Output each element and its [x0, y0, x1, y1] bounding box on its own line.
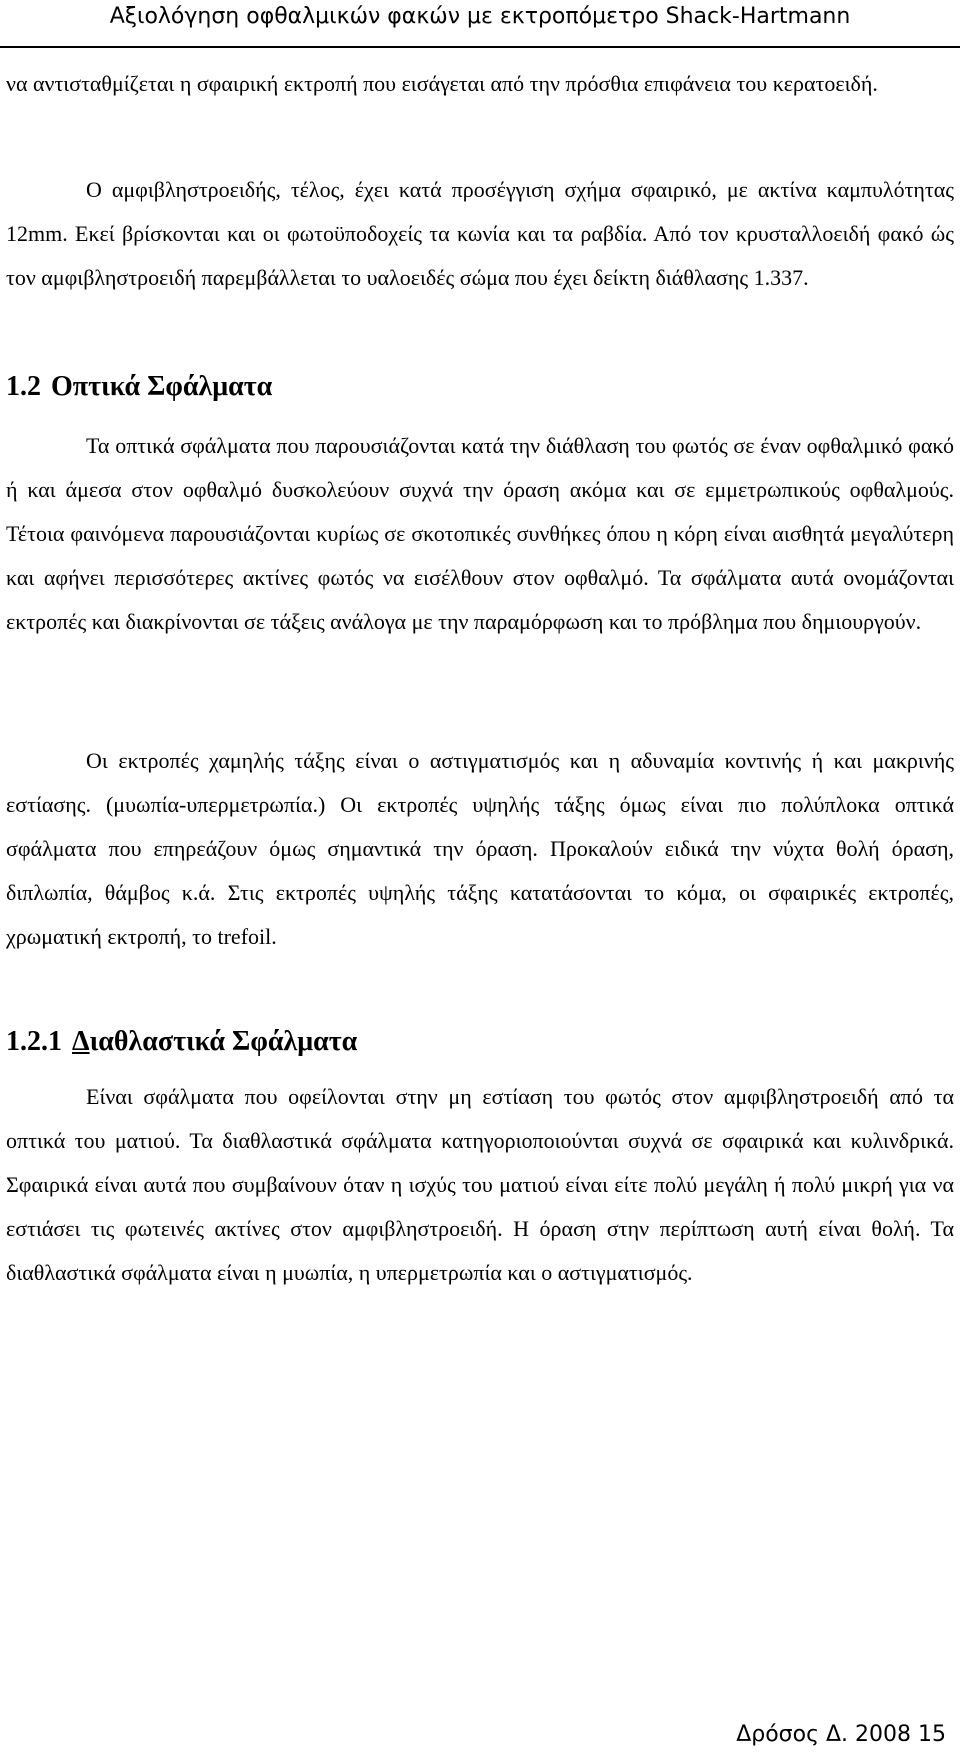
- paragraph-retina: Ο αμφιβληστροειδής, τέλος, έχει κατά προσέγγιση σχήμα σφαιρικό, με ακτίνα καμπυλότητας 12mm. Εκεί βρίσκονται και οι φωτοϋποδοχείς τα κωνία και τα ραβδία. Από τον κρυσταλλοειδή φακό ώς τον αμφιβληστροειδή παρεμβάλλεται το υαλοειδές σώμα που έχει δείκτη διάθλασης 1.337.: [6, 177, 954, 290]
- paragraph-cornea-continuation: να αντισταθμίζεται η σφαιρική εκτροπή που εισάγεται από την πρόσθια επιφάνεια του κερατοειδή.: [6, 71, 878, 96]
- header-rule: [0, 46, 960, 48]
- section-number: 1.2: [6, 371, 41, 402]
- paragraph-aberration-orders: Οι εκτροπές χαμηλής τάξης είναι ο αστιγματισμός και η αδυναμία κοντινής ή και μακρινής εστίασης. (μυωπία-υπερμετρωπία.) Οι εκτροπές υψηλής τάξης όμως είναι πιο πολύπλοκα οπτικά σφάλματα που επηρεάζουν όμως σημαντικά την όραση. Προκαλούν ειδικά την νύχτα θολή όραση, διπλωπία, θάμβος κ.ά. Στις εκτροπές υψηλής τάξης κατατάσονται το κόμα, οι σφαιρικές εκτροπές, χρωματική εκτροπή, το trefoil.: [6, 748, 954, 949]
- paragraph-refractive-errors: Είναι σφάλματα που οφείλονται στην μη εστίαση του φωτός στον αμφιβληστροειδή από τα οπτικά του ματιού. Τα διαθλαστικά σφάλματα κατηγοριοποιούνται συχνά σε σφαιρικά και κυλινδρικά. Σφαιρικά είναι αυτά που συμβαίνουν όταν η ισχύς του ματιού είναι είτε πολύ μεγάλη ή πολύ μικρή για να εστιάσει τις φωτεινές ακτίνες στον αμφιβληστροειδή. Η όραση στην περίπτωση αυτή είναι θολή. Τα διαθλαστικά σφάλματα είναι η μυωπία, η υπερμετρωπία και ο αστιγματισμός.: [6, 1084, 954, 1285]
- running-header: Αξιολόγηση οφθαλμικών φακών με εκτροπόμετρο Shack-Hartmann: [109, 4, 851, 29]
- paragraph-optical-errors: Τα οπτικά σφάλματα που παρουσιάζονται κατά την διάθλαση του φωτός σε έναν οφθαλμικό φακό ή και άμεσα στον οφθαλμό δυσκολεύουν συχνά την όραση ακόμα και σε εμμετρωπικούς οφθαλμούς. Τέτοια φαινόμενα παρουσιάζονται κυρίως σε σκοτοπικές συνθήκες όπου η κόρη είναι αισθητά μεγαλύτερη και αφήνει περισσότερες ακτίνες φωτός να εισέλθουν στον οφθαλμό. Τα σφάλματα αυτά ονομάζονται εκτροπές και διακρίνονται σε τάξεις ανάλογα με την παραμόρφωση και το πρόβλημα που δημιουργούν.: [6, 433, 954, 634]
- section-title: Οπτικά Σφάλματα: [51, 371, 273, 402]
- page-footer: Δρόσος Δ. 2008 15: [736, 1722, 946, 1747]
- subsection-heading-refractive-errors: [6, 1024, 357, 1060]
- section-heading-optical-errors: [6, 369, 272, 405]
- subsection-title-initial: Δ: [72, 1026, 90, 1057]
- subsection-number: 1.2.1: [6, 1026, 62, 1057]
- subsection-title-rest: ιαθλαστικά Σφάλματα: [89, 1026, 358, 1057]
